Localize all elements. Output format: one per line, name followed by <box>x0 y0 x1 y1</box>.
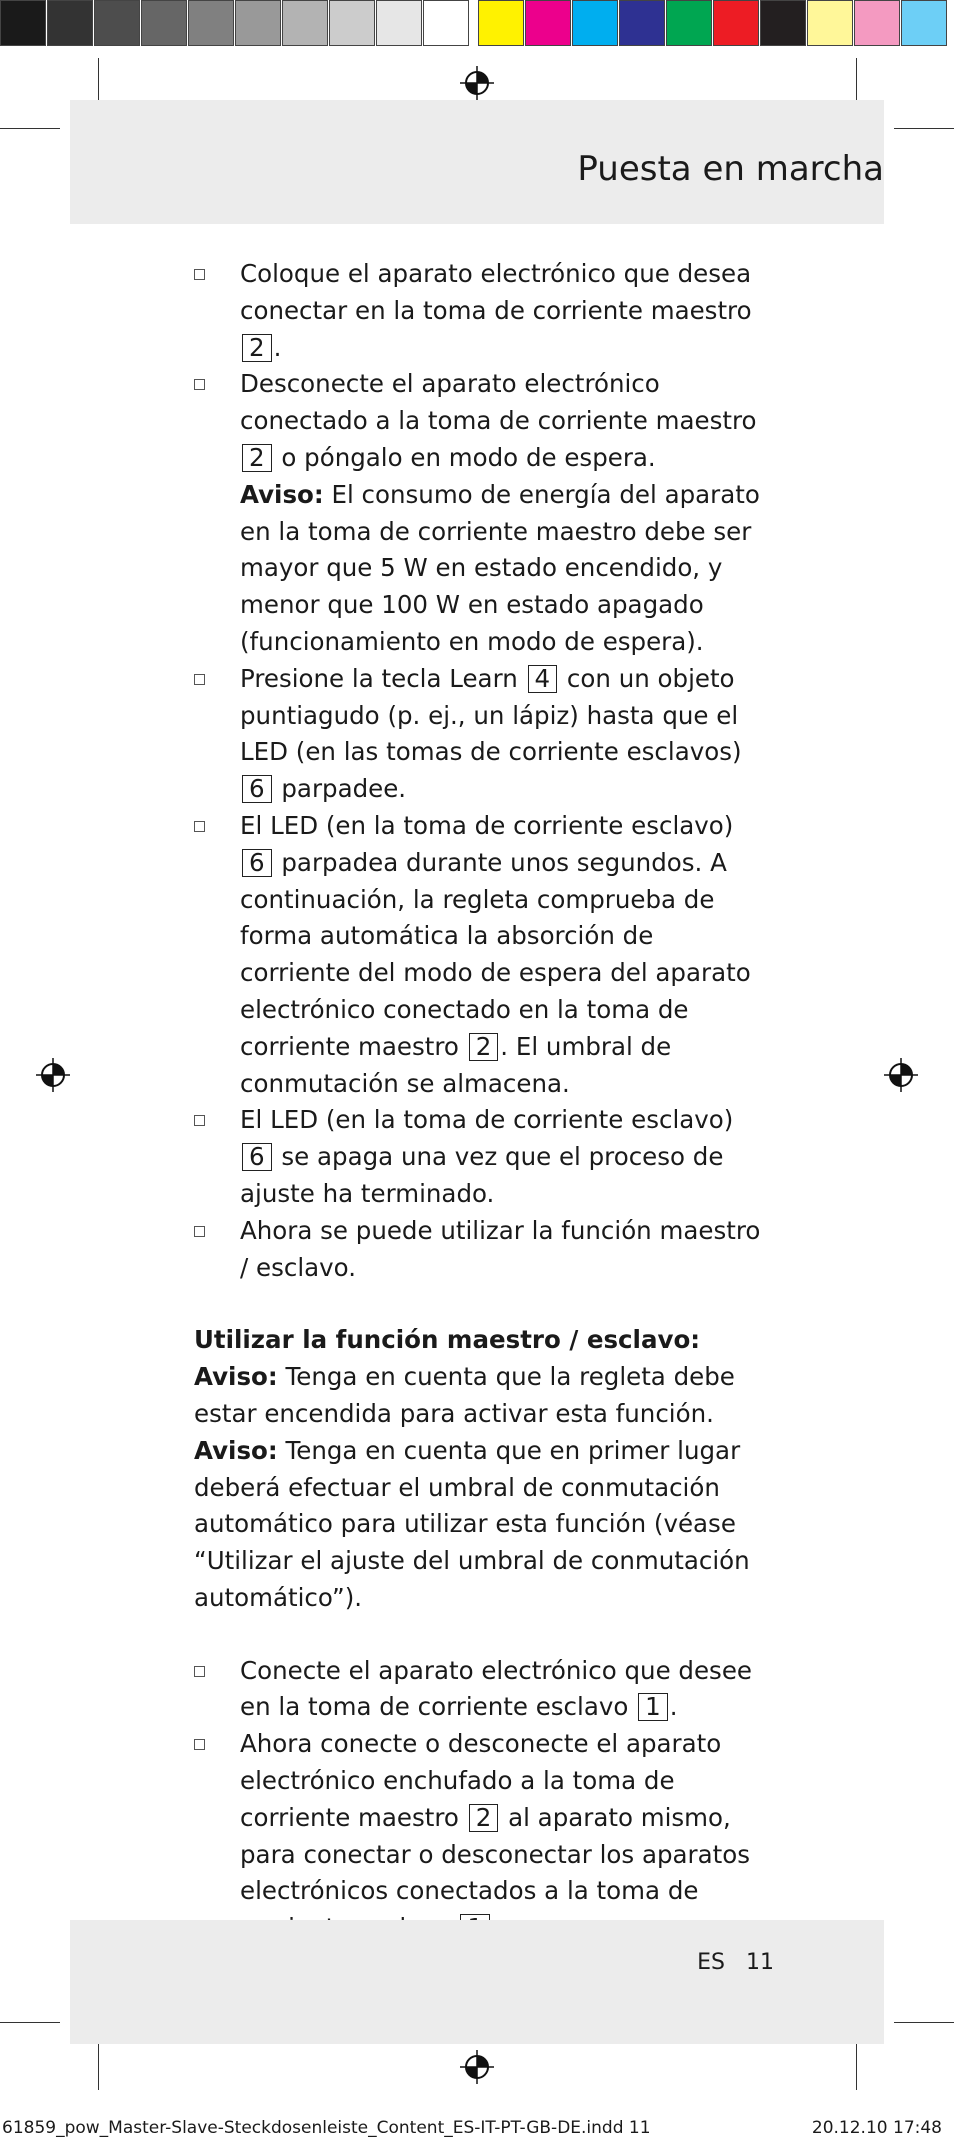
part-reference-badge: 2 <box>242 334 272 362</box>
checkbox-bullet-icon <box>194 1739 205 1750</box>
gray-swatch <box>188 0 234 46</box>
note-label: Aviso: <box>194 1435 278 1465</box>
crop-mark <box>856 2044 857 2090</box>
registration-mark-icon <box>884 1058 918 1092</box>
list-item <box>194 1653 768 1727</box>
part-reference-badge: 6 <box>242 775 272 803</box>
step-text: Presione la tecla Learn 4 con un objeto puntiagudo (p. ej., un lápiz) hasta que el LED (en las tomas de corriente esclavos) 6 parpadee. <box>240 663 742 804</box>
checkbox-bullet-icon <box>194 674 205 685</box>
gray-swatch <box>0 0 46 46</box>
checkbox-bullet-icon <box>194 1666 205 1677</box>
document-filename: 61859_pow_Master-Slave-Steckdosenleiste_Content_ES-IT-PT-GB-DE.indd 11 <box>2 2118 651 2138</box>
color-calibration-bar <box>0 0 954 48</box>
checkbox-bullet-icon <box>194 379 205 390</box>
section-heading: Utilizar la función maestro / esclavo: <box>194 1325 701 1355</box>
list-item <box>194 1726 768 1947</box>
crop-mark <box>98 2044 99 2090</box>
step-text: El LED (en la toma de corriente esclavo) 6 parpadea durante unos segundos. A continuación, la regleta comprueba de forma automática la absorción de corriente del modo de espera del aparato electrónico conectado en la toma de corriente maestro 2 . El umbral de conmutación se almacena. <box>240 810 751 1098</box>
crop-mark <box>0 128 60 129</box>
color-swatch <box>572 0 618 46</box>
part-reference-badge: 4 <box>528 665 558 693</box>
usage-steps-list <box>194 1653 768 1947</box>
gray-swatch <box>376 0 422 46</box>
gray-swatch <box>235 0 281 46</box>
gray-swatch <box>94 0 140 46</box>
step-text: Ahora se puede utilizar la función maestro / esclavo. <box>240 1215 761 1282</box>
step-text: Desconecte el aparato electrónico conectado a la toma de corriente maestro 2 o póngalo en modo de espera. <box>240 369 757 472</box>
list-item <box>194 366 768 660</box>
crop-mark <box>894 128 954 129</box>
registration-mark-icon <box>460 2050 494 2084</box>
section-note: Aviso: Tenga en cuenta que en primer lugar deberá efectuar el umbral de conmutación automático para utilizar esta función (véase “Utilizar el ajuste del umbral de conmutación automático”). <box>194 1435 750 1612</box>
color-swatch <box>760 0 806 46</box>
note-label: Aviso: <box>240 479 324 509</box>
registration-mark-icon <box>460 66 494 100</box>
header-band <box>70 100 884 224</box>
crop-mark <box>0 2022 60 2023</box>
language-code: ES <box>697 1950 726 1975</box>
checkbox-bullet-icon <box>194 821 205 832</box>
color-swatch <box>854 0 900 46</box>
color-swatch <box>713 0 759 46</box>
part-reference-badge: 6 <box>242 849 272 877</box>
step-note: Aviso: El consumo de energía del aparato en la toma de corriente maestro debe ser mayor que 5 W en estado encendido, y menor que 100 W en estado apagado (funcionamiento en modo de espera). <box>240 479 760 656</box>
note-label: Aviso: <box>194 1362 278 1392</box>
page-number <box>697 1950 774 1975</box>
color-swatch <box>901 0 947 46</box>
color-swatch <box>525 0 571 46</box>
crop-mark <box>894 2022 954 2023</box>
list-item <box>194 256 768 366</box>
part-reference-badge: 2 <box>469 1033 499 1061</box>
list-item <box>194 1102 768 1212</box>
gray-swatch <box>141 0 187 46</box>
color-swatch <box>619 0 665 46</box>
list-item <box>194 808 768 1102</box>
step-text: Ahora conecte o desconecte el aparato electrónico enchufado a la toma de corriente maestro 2 al aparato mismo, para conectar o desconectar los aparatos electrónicos conectados a la toma de <box>240 1726 768 1947</box>
color-swatch <box>807 0 853 46</box>
page-number-value: 11 <box>746 1950 774 1975</box>
part-reference-badge: 2 <box>469 1804 499 1832</box>
setup-steps-list <box>194 256 768 1286</box>
checkbox-bullet-icon <box>194 1115 205 1126</box>
checkbox-bullet-icon <box>194 1226 205 1237</box>
registration-mark-icon <box>36 1058 70 1092</box>
color-swatch <box>478 0 524 46</box>
step-text: Conecte el aparato electrónico que desee en la toma de corriente esclavo 1 . <box>240 1655 752 1722</box>
step-text: El LED (en la toma de corriente esclavo) 6 se apaga una vez que el proceso de ajuste ha terminado. <box>240 1105 734 1208</box>
crop-mark <box>98 58 99 104</box>
page-title: Puesta en marcha <box>577 149 884 190</box>
gray-swatch <box>423 0 469 46</box>
part-reference-badge: 6 <box>242 1143 272 1171</box>
list-item <box>194 1213 768 1287</box>
part-reference-badge: 1 <box>638 1693 668 1721</box>
color-swatch <box>666 0 712 46</box>
process-color-swatches <box>478 0 948 48</box>
content-column <box>194 256 768 1947</box>
part-reference-badge: 2 <box>242 444 272 472</box>
gray-swatch <box>282 0 328 46</box>
list-item <box>194 661 768 808</box>
grayscale-swatches <box>0 0 470 48</box>
section-note: Aviso: Tenga en cuenta que la regleta debe estar encendida para activar esta función. <box>194 1362 735 1428</box>
step-text: Coloque el aparato electrónico que desea conectar en la toma de corriente maestro 2 . <box>240 259 752 362</box>
gray-swatch <box>47 0 93 46</box>
footer-band <box>70 1920 884 2044</box>
print-timestamp: 20.12.10 17:48 <box>811 2118 942 2138</box>
master-slave-section <box>194 1322 768 1616</box>
crop-mark <box>856 58 857 104</box>
checkbox-bullet-icon <box>194 269 205 280</box>
gray-swatch <box>329 0 375 46</box>
